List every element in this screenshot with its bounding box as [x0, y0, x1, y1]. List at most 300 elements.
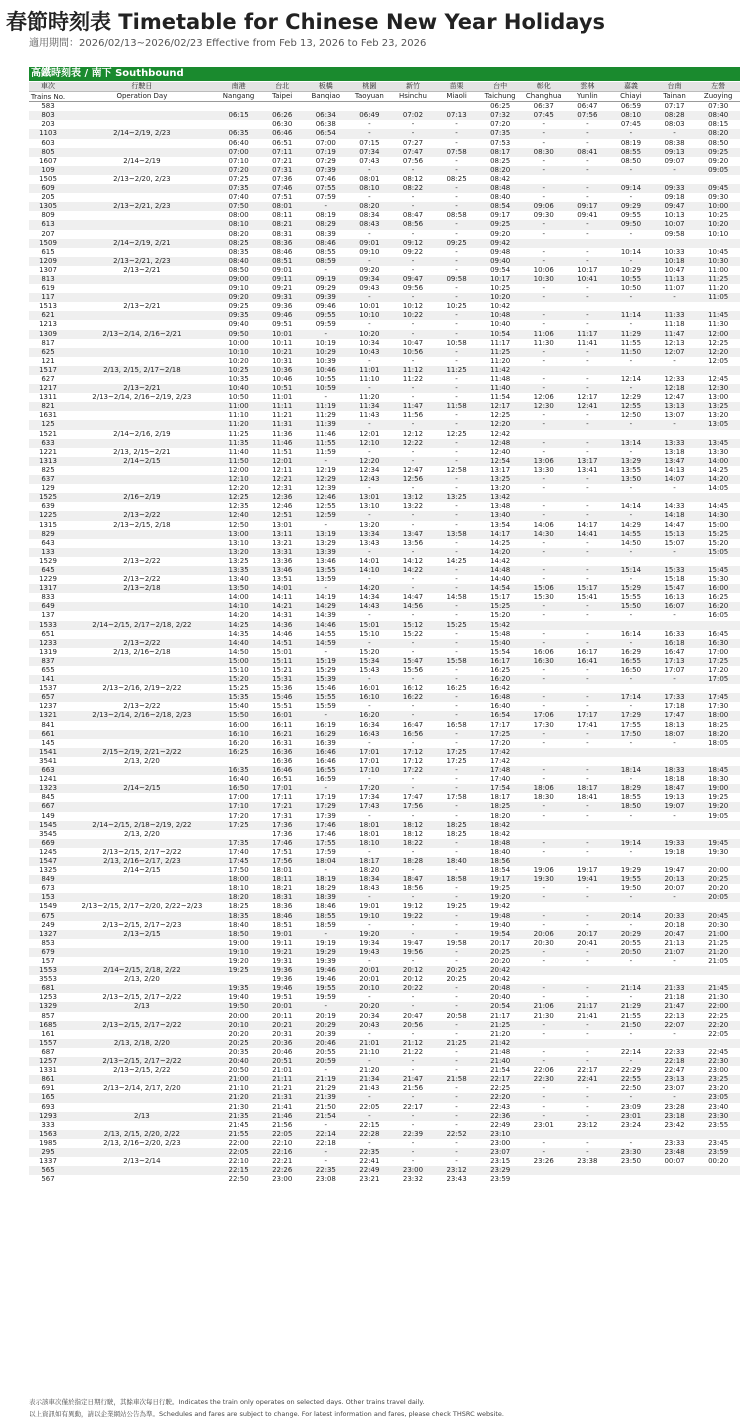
- station-time: 09:41: [577, 211, 598, 220]
- station-time: [653, 1166, 697, 1175]
- train-number: 861: [29, 1075, 67, 1084]
- operation-day: [67, 502, 217, 511]
- station-time: 22:17: [577, 1066, 598, 1075]
- operation-day: [67, 230, 217, 239]
- station-time: 07:59: [315, 193, 336, 202]
- station-time: 14:35: [228, 629, 249, 638]
- station-time: 09:46: [315, 302, 336, 311]
- station-time: [653, 975, 697, 984]
- table-row: [29, 630, 740, 639]
- station-time: -: [566, 1148, 610, 1157]
- station-time: 18:33: [653, 766, 697, 775]
- station-time: 07:31: [260, 166, 304, 175]
- station-time: 13:50: [217, 584, 261, 593]
- station-time: 17:30: [533, 720, 554, 729]
- station-time: 23:43: [446, 1175, 467, 1184]
- header-zh-3: 台北: [260, 82, 304, 92]
- station-time: 13:33: [653, 439, 697, 448]
- station-time: 14:20: [478, 548, 522, 557]
- operation-day: 2/13~2/14, 2/16~2/18, 2/23: [67, 711, 217, 720]
- station-time: 22:35: [304, 1166, 348, 1175]
- station-time: 23:10: [478, 1130, 522, 1139]
- table-row: [29, 1084, 740, 1093]
- operation-day: 2/14~2/15, 2/18, 2/22: [67, 966, 217, 975]
- train-number: 621: [29, 311, 67, 320]
- station-time: 21:56: [272, 1120, 293, 1129]
- table-row: [29, 1103, 740, 1112]
- station-time: 15:20: [490, 611, 511, 620]
- station-time: 07:56: [566, 111, 610, 120]
- train-number: 149: [41, 811, 55, 820]
- station-time: -: [522, 1021, 566, 1030]
- train-number: 109: [29, 166, 67, 175]
- table-row: [29, 120, 740, 129]
- station-time: 18:20: [217, 893, 261, 902]
- operation-day: [67, 484, 217, 493]
- station-time: 18:25: [228, 902, 249, 911]
- station-time: -: [455, 1047, 458, 1056]
- station-time: 15:29: [609, 584, 653, 593]
- station-time: 08:01: [260, 202, 304, 211]
- station-time: 15:29: [315, 666, 336, 674]
- train-number: 1213: [39, 320, 57, 329]
- operation-day: 2/16~2/19: [67, 493, 217, 502]
- operation-day: 2/14~2/15, 2/18~2/19, 2/22: [67, 821, 217, 830]
- station-time: 11:06: [522, 330, 566, 339]
- table-row: [29, 748, 740, 757]
- station-time: 07:02: [391, 111, 435, 120]
- table-row: [29, 1048, 740, 1057]
- station-time: -: [586, 702, 589, 711]
- operation-day: [67, 320, 217, 329]
- station-time: -: [391, 257, 435, 266]
- station-time: 14:25: [490, 538, 511, 547]
- station-time: [609, 302, 653, 311]
- station-time: 18:25: [478, 802, 522, 811]
- station-time: 12:50: [620, 411, 642, 420]
- table-row: [29, 1093, 740, 1102]
- station-time: [653, 1130, 697, 1139]
- station-time: [566, 830, 610, 839]
- station-time: 10:46: [304, 366, 348, 375]
- station-time: -: [368, 356, 371, 365]
- station-time: 17:40: [228, 847, 249, 856]
- table-row: [29, 1157, 740, 1166]
- station-time: 07:55: [304, 184, 348, 193]
- station-time: -: [411, 811, 415, 820]
- table-row: [29, 357, 740, 366]
- station-time: -: [629, 447, 633, 456]
- station-time: 12:17: [577, 393, 598, 402]
- station-time: [696, 1130, 740, 1139]
- station-time: -: [324, 647, 328, 656]
- station-time: 23:50: [620, 1157, 642, 1166]
- train-number: 1311: [39, 393, 57, 402]
- station-time: 10:13: [664, 211, 685, 220]
- station-time: 19:31: [272, 957, 293, 965]
- station-time: -: [368, 920, 371, 929]
- station-time: -: [455, 411, 458, 420]
- station-time: 08:41: [566, 148, 610, 157]
- operation-day: [67, 893, 217, 902]
- station-time: 16:36: [272, 756, 293, 765]
- station-time: 16:05: [708, 611, 729, 620]
- station-time: -: [435, 1112, 479, 1121]
- station-time: -: [455, 375, 458, 383]
- operation-day: [67, 1175, 217, 1184]
- operation-day: 2/13~2/20, 2/23: [113, 174, 171, 183]
- table-row: [29, 857, 740, 866]
- station-time: 20:19: [315, 1011, 336, 1020]
- station-time: -: [368, 847, 371, 856]
- station-time: -: [522, 420, 566, 429]
- operation-day: 2/13~2/18: [67, 584, 217, 593]
- station-time: -: [542, 884, 546, 893]
- train-number: 845: [41, 793, 55, 802]
- operation-day: [67, 475, 217, 484]
- station-time: 21:10: [359, 1047, 380, 1056]
- table-row: [29, 448, 740, 457]
- station-time: -: [566, 511, 610, 520]
- station-time: 13:29: [315, 538, 336, 547]
- station-time: 22:45: [708, 1047, 729, 1056]
- station-time: 08:10: [609, 111, 653, 120]
- station-time: 06:47: [577, 102, 598, 111]
- station-time: 14:34: [359, 593, 380, 602]
- station-time: 06:38: [315, 120, 336, 129]
- station-time: 17:25: [446, 756, 467, 765]
- station-time: -: [391, 511, 435, 520]
- station-time: [435, 102, 479, 112]
- station-time: 23:12: [435, 1166, 479, 1175]
- operation-day: 2/13~2/14, 2/16~2/21: [67, 330, 217, 339]
- station-time: 07:43: [359, 156, 380, 165]
- station-time: 12:55: [609, 402, 653, 411]
- station-time: 08:10: [217, 220, 261, 229]
- station-time: 12:29: [620, 393, 642, 402]
- station-time: 17:20: [490, 738, 511, 747]
- station-time: 20:35: [228, 1047, 249, 1056]
- station-time: 16:21: [260, 730, 304, 739]
- station-time: 17:54: [478, 784, 522, 793]
- station-time: 10:40: [217, 384, 261, 393]
- station-time: 09:25: [435, 239, 479, 248]
- station-time: -: [304, 330, 348, 339]
- train-number: 687: [41, 1047, 55, 1056]
- station-time: 16:41: [566, 657, 610, 666]
- station-time: -: [522, 802, 566, 811]
- station-time: 09:45: [696, 184, 740, 193]
- station-time: 10:19: [315, 338, 336, 347]
- station-time: -: [455, 847, 458, 856]
- train-number: 565: [29, 1166, 67, 1175]
- station-time: 18:17: [348, 857, 392, 866]
- station-time: -: [673, 611, 676, 620]
- station-time: [391, 102, 435, 112]
- station-time: 16:55: [609, 657, 653, 666]
- station-time: 09:31: [260, 293, 304, 302]
- station-time: 22:00: [696, 1002, 740, 1011]
- station-time: 14:10: [217, 602, 261, 611]
- station-time: -: [653, 893, 697, 902]
- station-time: 16:10: [348, 693, 392, 702]
- station-time: -: [566, 129, 610, 138]
- station-time: -: [586, 502, 589, 511]
- station-time: 19:01: [359, 902, 380, 911]
- station-time: 18:00: [217, 875, 261, 884]
- station-time: 09:22: [402, 247, 424, 256]
- station-time: -: [455, 1138, 458, 1147]
- station-time: 14:42: [490, 556, 511, 565]
- station-time: 17:40: [490, 775, 511, 784]
- station-time: 14:50: [620, 538, 642, 547]
- table-row: [29, 230, 740, 239]
- station-time: 11:50: [609, 348, 653, 357]
- station-time: 12:50: [228, 520, 249, 529]
- station-time: -: [609, 129, 653, 138]
- station-time: 22:49: [490, 1120, 511, 1129]
- station-time: -: [586, 847, 589, 856]
- station-time: 14:46: [272, 629, 293, 638]
- station-time: 09:33: [653, 184, 697, 193]
- station-time: 14:17: [577, 520, 598, 529]
- station-time: [566, 557, 610, 566]
- station-time: 11:13: [653, 275, 697, 284]
- station-time: 09:10: [228, 284, 249, 293]
- train-number: 1513: [39, 302, 57, 311]
- station-time: -: [411, 1138, 415, 1147]
- station-time: [653, 366, 697, 375]
- station-time: 16:00: [228, 720, 249, 729]
- station-time: 19:00: [696, 784, 740, 793]
- train-number: 1103: [29, 129, 67, 138]
- station-time: 12:58: [446, 465, 467, 474]
- station-time: 18:35: [217, 912, 261, 921]
- station-time: -: [522, 1112, 566, 1121]
- station-time: 19:20: [696, 802, 740, 811]
- station-time: 12:59: [304, 511, 348, 520]
- station-time: 08:20: [696, 129, 740, 138]
- station-time: -: [411, 611, 415, 620]
- table-row: [29, 766, 740, 775]
- operation-day: [67, 939, 217, 948]
- station-time: 17:50: [609, 730, 653, 739]
- station-time: 14:48: [478, 566, 522, 575]
- station-time: -: [435, 548, 479, 557]
- station-time: 20:40: [217, 1057, 261, 1066]
- station-time: 20:46: [272, 1047, 293, 1056]
- station-time: -: [411, 920, 415, 929]
- header-zh-13: 左營: [696, 82, 740, 92]
- station-time: -: [455, 229, 458, 238]
- station-time: -: [455, 611, 458, 620]
- table-row: [29, 211, 740, 220]
- station-time: 13:14: [609, 439, 653, 448]
- station-time: 21:50: [609, 1021, 653, 1030]
- station-time: 10:11: [272, 338, 293, 347]
- station-time: -: [368, 120, 371, 129]
- station-time: 20:00: [228, 1011, 249, 1020]
- station-time: 11:05: [696, 293, 740, 302]
- station-time: 08:50: [620, 156, 642, 165]
- station-time: -: [304, 930, 348, 939]
- station-time: 10:06: [533, 265, 554, 274]
- station-time: 15:43: [359, 666, 380, 674]
- header-en-12: Tainan: [653, 92, 697, 102]
- station-time: 20:50: [228, 1066, 249, 1075]
- station-time: 08:25: [217, 239, 261, 248]
- table-row: [29, 757, 740, 766]
- station-time: -: [566, 1093, 610, 1102]
- operation-day: 2/14~2/15, 2/17~2/18, 2/22: [67, 621, 217, 630]
- table-row: [29, 302, 740, 311]
- station-time: -: [391, 384, 435, 393]
- header-en-2: Nangang: [217, 92, 261, 102]
- operation-day: [67, 530, 217, 539]
- table-row: [29, 320, 740, 329]
- section-header: 高鐵時刻表 / 南下 Southbound: [29, 67, 740, 81]
- station-time: -: [653, 420, 697, 429]
- station-time: 21:39: [304, 1093, 348, 1102]
- station-time: 17:13: [653, 657, 697, 666]
- station-time: 14:43: [348, 602, 392, 611]
- station-time: 20:25: [435, 966, 479, 975]
- station-time: -: [522, 602, 566, 611]
- station-time: 17:11: [272, 793, 293, 802]
- station-time: 21:30: [228, 1102, 249, 1111]
- operation-day: [67, 220, 217, 229]
- station-time: 15:25: [696, 530, 740, 539]
- station-time: 09:25: [696, 148, 740, 157]
- station-time: 17:18: [664, 702, 685, 711]
- station-time: 10:58: [446, 338, 467, 347]
- station-time: 22:29: [620, 1066, 642, 1075]
- operation-day: [67, 948, 217, 957]
- header-en-13: Zuoying: [696, 92, 740, 102]
- station-time: 12:30: [696, 384, 740, 393]
- station-time: -: [566, 984, 610, 993]
- table-row: [29, 139, 740, 148]
- operation-day: [67, 548, 217, 557]
- station-time: -: [542, 702, 546, 711]
- operation-day: 2/13: [67, 1112, 217, 1121]
- header-zh-10: 雲林: [566, 82, 610, 92]
- station-time: 10:21: [260, 348, 304, 357]
- station-time: 11:20: [217, 420, 261, 429]
- operation-day: [67, 211, 217, 220]
- station-time: 08:46: [304, 239, 348, 248]
- station-time: 09:42: [478, 239, 522, 248]
- station-time: 10:45: [708, 247, 729, 256]
- station-time: 10:01: [359, 302, 380, 311]
- station-time: 23:18: [653, 1112, 697, 1121]
- station-time: 15:40: [478, 639, 522, 648]
- operation-day: [67, 775, 217, 784]
- station-time: 22:20: [478, 1093, 522, 1102]
- station-time: -: [629, 702, 633, 711]
- station-time: -: [435, 457, 479, 466]
- station-time: 23:59: [490, 1175, 511, 1184]
- station-time: 14:47: [664, 520, 685, 529]
- station-time: -: [435, 184, 479, 193]
- station-time: [653, 684, 697, 693]
- station-time: 23:42: [664, 1120, 685, 1129]
- station-time: 17:41: [577, 720, 598, 729]
- train-number: 295: [29, 1148, 67, 1157]
- station-time: 19:07: [653, 802, 697, 811]
- table-row: [29, 566, 740, 575]
- station-time: 09:20: [708, 156, 729, 165]
- station-time: -: [522, 766, 566, 775]
- station-time: [304, 102, 348, 112]
- header-en-7: Miaoli: [435, 92, 479, 102]
- station-time: [566, 1039, 610, 1048]
- station-time: [609, 175, 653, 184]
- station-time: [522, 557, 566, 566]
- station-time: 13:40: [478, 511, 522, 520]
- station-time: 22:20: [696, 1021, 740, 1030]
- footnote-operation-day: 表示該車次僅於指定日期行駛，其餘車次每日行駛。Indicates the train only operates on selected days. Other trains travel daily.: [29, 1398, 425, 1406]
- station-time: -: [586, 1084, 589, 1093]
- station-time: 14:19: [315, 593, 336, 602]
- station-time: 12:01: [260, 457, 304, 466]
- station-time: 08:58: [446, 211, 467, 220]
- station-time: [609, 1039, 653, 1048]
- station-time: 16:50: [217, 784, 261, 793]
- station-time: 17:20: [708, 666, 729, 674]
- station-time: 23:28: [664, 1102, 685, 1111]
- operation-day: 2/13~2/15, 2/22: [113, 1066, 171, 1075]
- station-time: 17:22: [391, 766, 435, 775]
- station-time: 21:00: [217, 1075, 261, 1084]
- station-time: 10:12: [402, 302, 424, 311]
- train-number: 667: [29, 802, 67, 811]
- table-row: [29, 411, 740, 420]
- station-time: -: [324, 1120, 328, 1129]
- station-time: 21:00: [696, 930, 740, 939]
- station-time: 10:00: [228, 338, 249, 347]
- station-time: 08:50: [228, 265, 249, 274]
- station-time: 13:13: [653, 402, 697, 411]
- station-time: 11:54: [490, 393, 511, 402]
- station-time: 17:59: [315, 847, 336, 856]
- station-time: 09:39: [304, 293, 348, 302]
- station-time: 17:25: [696, 657, 740, 666]
- station-time: 15:20: [708, 538, 729, 547]
- station-time: 22:25: [708, 1011, 729, 1020]
- station-time: 13:55: [620, 465, 642, 474]
- station-time: -: [586, 1138, 589, 1147]
- station-time: 08:00: [228, 211, 249, 220]
- station-time: 11:19: [304, 402, 348, 411]
- train-number: 1233: [29, 639, 67, 648]
- station-time: 12:21: [260, 475, 304, 484]
- table-row: [29, 875, 740, 884]
- station-time: 08:31: [272, 229, 293, 238]
- station-time: 23:25: [696, 1075, 740, 1084]
- station-time: 09:18: [664, 193, 685, 202]
- station-time: -: [629, 847, 633, 856]
- station-time: 15:42: [478, 621, 522, 630]
- station-time: -: [368, 775, 371, 784]
- station-time: -: [411, 1029, 415, 1038]
- station-time: 13:20: [708, 411, 729, 420]
- station-time: -: [368, 1138, 371, 1147]
- operation-day: 2/13, 2/20: [123, 756, 160, 765]
- station-time: 15:20: [359, 647, 380, 656]
- station-time: 22:55: [609, 1075, 653, 1084]
- station-time: 16:51: [272, 775, 293, 784]
